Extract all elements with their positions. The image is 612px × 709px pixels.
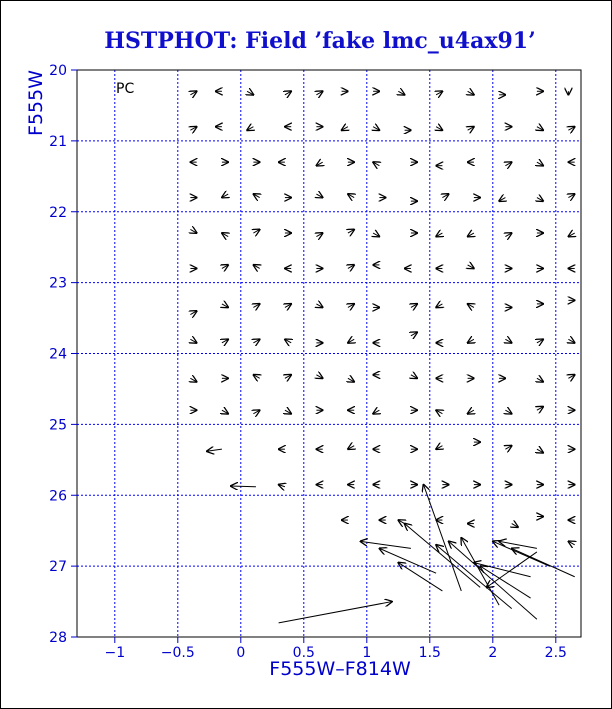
- vector-arrow: [568, 127, 574, 131]
- vector-arrow: [468, 304, 474, 308]
- vector-arrow: [568, 541, 574, 545]
- vector-arrow: [436, 545, 512, 609]
- y-tick-label: 28: [49, 630, 67, 646]
- x-tick-label: 2.5: [544, 645, 567, 661]
- vector-arrow: [568, 375, 574, 379]
- vector-arrow: [348, 194, 354, 198]
- y-tick-label: 26: [49, 488, 67, 505]
- panel-label: PC: [116, 81, 135, 97]
- vector-arrow: [436, 127, 442, 131]
- vector-arrow: [253, 339, 259, 343]
- vector-arrow: [505, 162, 511, 166]
- x-tick-label: 0: [236, 645, 246, 661]
- vector-arrow: [568, 339, 574, 343]
- x-tick-label: 2: [488, 645, 498, 661]
- vector-arrow: [285, 410, 291, 414]
- vector-arrow: [207, 449, 222, 451]
- vector-arrow: [190, 127, 196, 131]
- vector-arrow: [316, 162, 322, 166]
- vector-arrow: [348, 446, 354, 450]
- vector-arrow: [411, 304, 417, 308]
- vector-arrow: [468, 91, 474, 95]
- vector-arrow: [222, 265, 228, 269]
- vector-arrow: [222, 304, 228, 308]
- vector-arrow: [222, 410, 228, 414]
- y-axis-label: F555W: [25, 70, 47, 136]
- x-tick-label: −1: [104, 645, 126, 661]
- y-tick-label: 23: [49, 275, 67, 292]
- vector-arrow: [342, 127, 348, 131]
- vector-arrow: [361, 541, 411, 548]
- vector-arrow: [190, 91, 196, 95]
- vector-arrow: [442, 194, 448, 198]
- vector-arrow: [222, 233, 228, 237]
- chart-title: HSTPHOT: Field ’fake lmc_u4ax91’: [104, 28, 536, 54]
- vector-arrow: [373, 127, 379, 131]
- vector-arrow: [468, 339, 474, 343]
- vector-arrow: [316, 233, 322, 237]
- vector-arrow: [348, 339, 354, 343]
- vector-arrow: [468, 233, 474, 237]
- vector-arrow: [373, 410, 379, 414]
- vector-arrow: [253, 265, 259, 269]
- vector-arrow: [505, 410, 511, 414]
- vector-arrow: [537, 339, 543, 343]
- x-axis-label: F555W–F814W: [269, 658, 411, 680]
- vector-arrow: [231, 486, 256, 487]
- vector-arrow: [253, 194, 259, 198]
- vector-arrow: [468, 265, 474, 269]
- vector-arrow: [436, 410, 442, 414]
- vector-arrows: [190, 91, 574, 623]
- y-tick-label: 22: [49, 204, 67, 221]
- vector-arrow: [568, 233, 574, 237]
- vector-arrow: [537, 378, 543, 382]
- vector-arrow: [285, 91, 291, 95]
- vector-arrow: [190, 311, 196, 315]
- vector-arrow: [537, 127, 543, 131]
- vector-arrow: [222, 194, 228, 198]
- y-tick-label: 24: [49, 346, 67, 363]
- vector-arrow: [499, 198, 505, 202]
- vector-arrow: [316, 375, 322, 379]
- vector-arrow: [348, 304, 354, 308]
- vector-arrow: [285, 375, 291, 379]
- vector-arrow: [316, 194, 322, 198]
- vector-arrow: [468, 127, 474, 131]
- vector-arrow: [487, 552, 537, 587]
- vector-arrow: [436, 446, 442, 450]
- vector-arrow: [247, 91, 253, 95]
- vector-arrow: [373, 162, 379, 166]
- vector-arrow: [279, 485, 285, 487]
- vector-arrow: [512, 524, 518, 528]
- vector-arrow: [253, 410, 259, 414]
- vector-arrow: [505, 233, 511, 237]
- vector-arrow: [373, 233, 379, 237]
- vector-arrow: [537, 449, 543, 453]
- vector-arrow: [411, 375, 417, 379]
- vector-arrow: [505, 339, 511, 343]
- vector-arrow: [222, 339, 228, 343]
- vector-arrow: [247, 127, 253, 131]
- vector-arrow: [568, 194, 574, 198]
- vector-arrow: [285, 304, 291, 308]
- vector-arrow: [424, 485, 462, 591]
- vector-arrow: [348, 229, 354, 233]
- vector-arrow: [190, 378, 196, 382]
- vector-arrow: [190, 229, 196, 233]
- vector-arrow: [405, 524, 481, 588]
- vector-arrow: [499, 541, 537, 548]
- y-tick-label: 25: [49, 417, 67, 434]
- vector-arrow: [436, 304, 442, 308]
- y-tick-label: 27: [49, 559, 67, 576]
- x-tick-label: 1: [362, 645, 372, 661]
- vector-arrow: [190, 339, 196, 343]
- vector-arrow: [537, 407, 543, 411]
- vector-arrow: [279, 602, 392, 623]
- x-tick-label: −0.5: [160, 645, 195, 661]
- vector-arrow: [537, 162, 543, 166]
- x-tick-label: 0.5: [292, 645, 315, 661]
- vector-arrow: [436, 233, 442, 237]
- vector-arrow: [285, 339, 291, 343]
- vector-arrow: [505, 446, 511, 450]
- grid-lines: [77, 70, 581, 637]
- vector-arrow: [316, 91, 322, 95]
- y-tick-label: 21: [49, 133, 67, 150]
- vector-arrow: [316, 304, 322, 308]
- x-tick-label: 1.5: [418, 645, 441, 661]
- vector-arrow: [348, 378, 354, 382]
- vector-arrow: [468, 410, 474, 414]
- vector-arrow: [398, 520, 404, 524]
- y-tick-label: 20: [49, 63, 67, 79]
- vector-arrow: [253, 375, 259, 379]
- vector-arrow: [253, 304, 259, 308]
- vector-arrow: [537, 198, 543, 202]
- vector-arrow: [348, 265, 354, 269]
- vector-arrow: [379, 548, 436, 573]
- vector-arrow: [436, 91, 442, 95]
- vector-arrow: [253, 229, 259, 233]
- vector-arrow: [411, 332, 417, 336]
- vector-arrow: [398, 91, 404, 95]
